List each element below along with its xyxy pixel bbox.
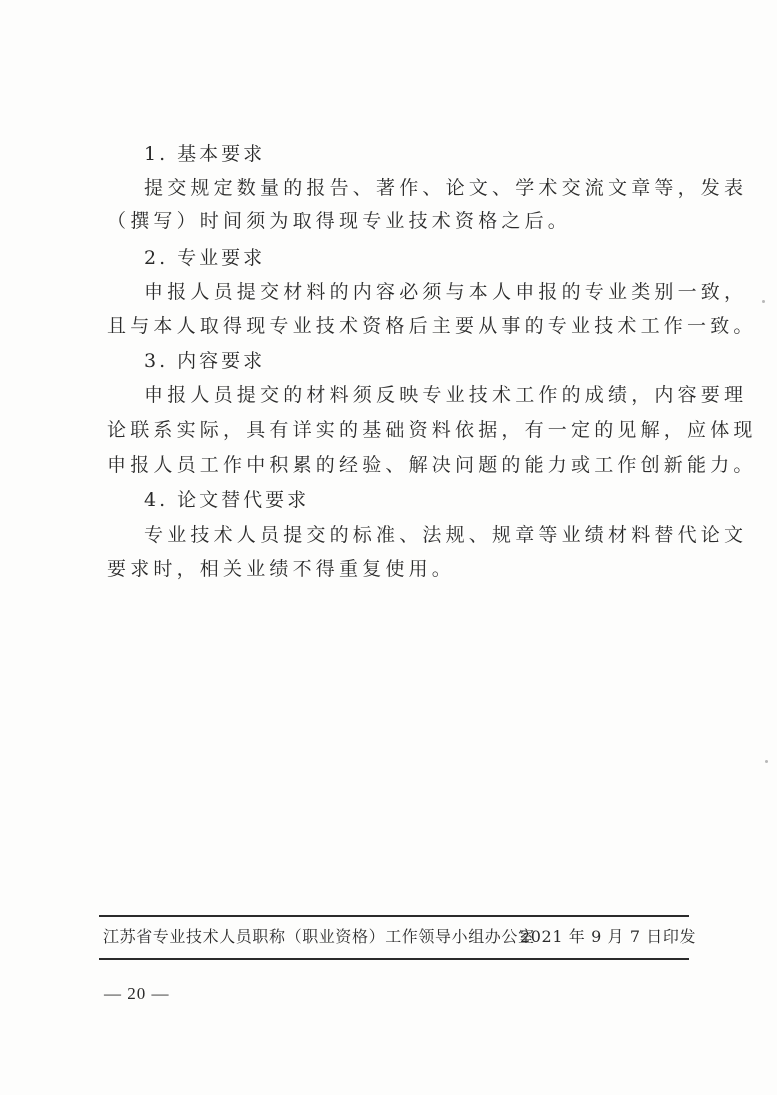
section-4-heading: 4. 论文替代要求 bbox=[144, 489, 310, 511]
section-2-paragraph-line-2: 且与本人取得现专业技术资格后主要从事的专业技术工作一致。 bbox=[107, 315, 757, 337]
section-4-paragraph-line-1: 专业技术人员提交的标准、法规、规章等业绩材料替代论文 bbox=[144, 524, 748, 546]
section-3-heading: 3. 内容要求 bbox=[144, 350, 266, 372]
scan-speck bbox=[765, 760, 768, 763]
page-number: — 20 — bbox=[104, 984, 170, 1003]
section-3-paragraph-line-1: 申报人员提交的材料须反映专业技术工作的成绩，内容要理 bbox=[144, 384, 748, 406]
footer-print-date: 2021 年 9 月 7 日印发 bbox=[520, 927, 697, 946]
section-2-heading: 2. 专业要求 bbox=[144, 247, 266, 269]
section-3-paragraph-line-2: 论联系实际，具有详实的基础资料依据，有一定的见解，应体现 bbox=[107, 419, 757, 441]
footer-issuer: 江苏省专业技术人员职称（职业资格）工作领导小组办公室 bbox=[103, 927, 535, 946]
section-1-paragraph-line-1: 提交规定数量的报告、著作、论文、学术交流文章等，发表 bbox=[144, 177, 748, 199]
scan-speck bbox=[762, 300, 765, 303]
section-2-paragraph-line-1: 申报人员提交材料的内容必须与本人申报的专业类别一致， bbox=[144, 281, 748, 303]
section-1-paragraph-line-2: （撰写）时间须为取得现专业技术资格之后。 bbox=[107, 210, 572, 232]
section-3-paragraph-line-3: 申报人员工作中积累的经验、解决问题的能力或工作创新能力。 bbox=[107, 454, 757, 476]
section-1-heading: 1. 基本要求 bbox=[144, 143, 266, 165]
footer-bottom-rule bbox=[99, 958, 689, 960]
footer-top-rule bbox=[99, 915, 689, 917]
section-4-paragraph-line-2: 要求时，相关业绩不得重复使用。 bbox=[107, 558, 456, 580]
